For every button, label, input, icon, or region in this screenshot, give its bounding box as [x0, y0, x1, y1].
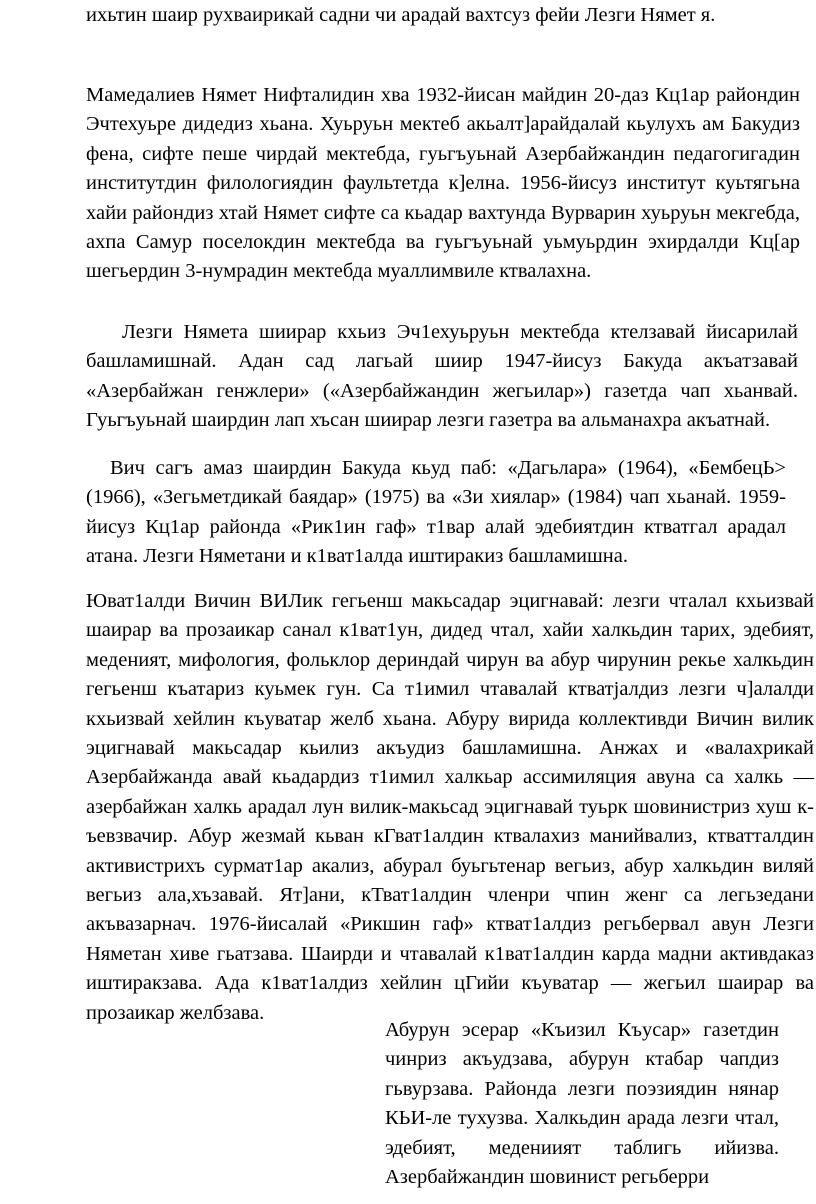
intro-line: ихьтин шаир рухваирикай садни чи арадай вахтсуз фейи Лезги Нямет я.: [86, 4, 716, 26]
paragraph-biography: Мамедалиев Нямет Нифталидин хва 1932-йисан майдин 20-даз Кц1ар райондин Эчтехуьре дидедиз хьана. Хуьруьн мектеб акьалт]арайдалай кьулухъ ам Бакудиз фена, сифте пеше чирдай мектебда, гуьгъуьнай Азербайжандин педагогигадин институтдин филологиядин фаультетда к]елна. 1956-йисуз институт куьтягьна хайи райондиз хтай Нямет сифте са кьадар вахтунда Вурварин хуьруьн мекгебда, ахпа Самур поселокдин мектебда ва гуьгъуьнай уьмуьрдин эхирдалди Кц[ар шегьердин 3-нумрадин мектебда муаллимвиле ктвалахна.: [86, 84, 800, 283]
paragraph-column: Абурун эсерар «Къизил Къусар» газетдин чинриз акъудзава, абурун ктабар чапдиз гьвурзава. Районда лезги поэзиядин нянар КЬИ-ле тухузва. Халкьдин арада лезги чтал, эдебият, медениият таблигь ийизва. Азербайжандин шовинист регьберри: [385, 1019, 779, 1189]
paragraph-collective: Юват1алди Вичин ВИЛик гегьенш макьсадар эцигнавай: лезги чталал кхьизвай шаирар ва прозаикар санал к1ват1ун, дидед чтал, хайи халкьдин тарих, эдебият, меденият, мифология, фольклор дериндай чирун ва абур чирунин рекье халкьдин гегьенш къатариз куьмек гун. Са т1имил чтавалай ктватјалдиз лезги ч]алалди кхьизвай хейлин къуватар желб хьана. Абуру вирида коллективди Вичин вилик эцигнавай макьсадар кьилиз акъудиз башламишна. Анжах и «валахрикай Азербайжанда авай кьадардиз т1имил халкьар ассимиляция авуна са халкь — азербайжан халкь арадал лун вилик-макьсад эцигнавай туьрк шовинистриз хуш к-ъевзвачир. Абур жезмай кьван кГват1алдин ктвалахиз манийвализ, ктватталдин активистрихъ сурмат1ар акализ, абурал буьгьтенар вегьиз, абур халкьдин виляй вегьиз ала,хъзавай. Ят]ани, кТват1алдин членри чпин женг са легьзедани акъвазарнач. 1976-йисалай «Рикшин гаф» ктват1алдиз регьбервал авун Лезги Няметан хиве гьатзава. Шаирди и чтавалай к1ват1алдин карда мадни активдаказ иштиракзава. Ада к1ват1алдиз хейлин цГийи къуватар — жегьил шаирар ва прозаикар желбзава.: [86, 590, 814, 1024]
paragraph-first-poems: Лезги Нямета шиирар кхьиз Эч1ехуьруьн мектебда ктелзавай йисарилай башламишнай. Адан сад лагьай шиир 1947-йисуз Бакуда акъатзавай «Азербайжан генжлери» («Азербайжандин жегьилар») газетда чап хьанвай. Гуьгъуьнай шаирдин лап хъсан шиирар лезги газетра ва альманахра акъатнай.: [86, 321, 798, 432]
paragraph-books: Вич сагъ амаз шаирдин Бакуда кьуд паб: «Дагьлара» (1964), «БембецЬ> (1966), «Зегьметдикай баядар» (1975) ва «Зи хиялар» (1984) чап хьанай. 1959-йисуз Кц1ар районда «Рик1ин гаф» т1вар алай эдебиятдин ктватгал арадал атана. Лезги Няметани и к1ват1алда иштиракиз башламишна.: [86, 457, 786, 568]
